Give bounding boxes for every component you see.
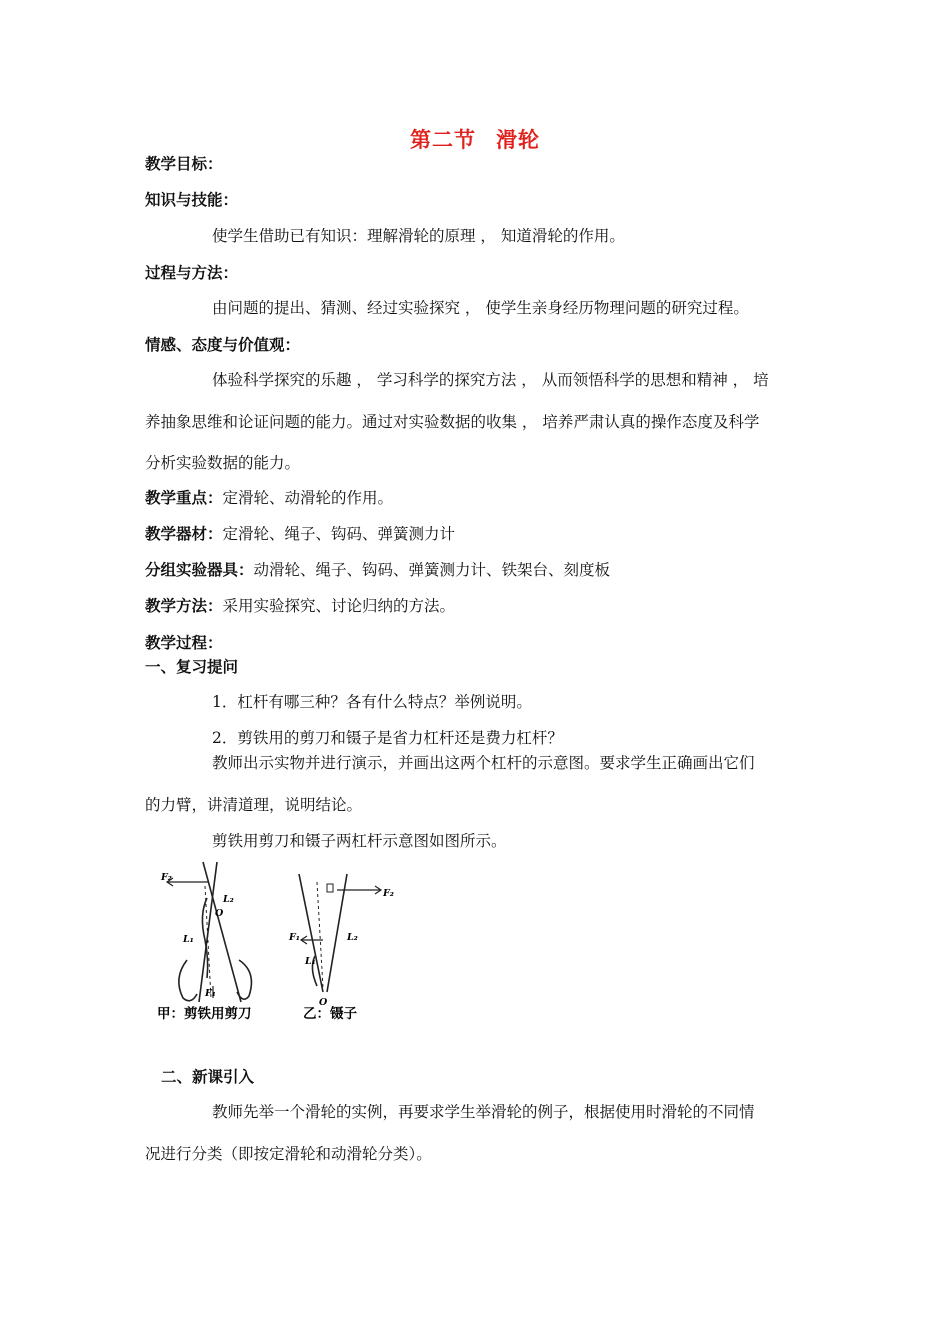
equipment-label: 教学器材： <box>145 525 223 543</box>
knowledge-heading: 知识与技能： <box>145 191 239 209</box>
figure-caption-scissors: 甲：剪铁用剪刀 <box>157 1006 252 1022</box>
section2-line-2: 况进行分类（即按定滑轮和动滑轮分类）。 <box>145 1145 432 1163</box>
tweezers-left-arm <box>299 874 323 992</box>
section1-q1: 1．杠杆有哪三种？各有什么特点？举例说明。 <box>212 693 532 711</box>
scissors-diagram <box>167 862 251 1002</box>
section2-line-1: 教师先举一个滑轮的实例，再要求学生举滑轮的例子，根据使用时滑轮的不同情 <box>212 1103 755 1121</box>
section2-heading: 二、新课引入 <box>161 1068 255 1086</box>
tweezers-label-f1: F₁ <box>289 932 300 943</box>
method <box>145 594 455 616</box>
knowledge-text: 使学生借助已有知识：理解滑轮的原理 ， 知道滑轮的作用。 <box>212 227 625 245</box>
equipment <box>145 522 455 544</box>
key-point <box>145 486 393 508</box>
group-equipment <box>145 558 610 580</box>
lever-diagram-figure <box>147 860 397 1030</box>
emotion-line-2: 养抽象思维和论证问题的能力。通过对实验数据的收集 ， 培养严肃认真的操作态度及科学 <box>145 413 760 431</box>
tweezers-label-o: O <box>319 997 328 1008</box>
group-equipment-text: 动滑轮、绳子、钩码、弹簧测力计、铁架台、刻度板 <box>253 561 611 579</box>
section1-demo-line-1: 教师出示实物并进行演示，并画出这两个杠杆的示意图。要求学生正确画出它们 <box>212 754 755 772</box>
tweezers-diagram <box>299 874 381 992</box>
tweezers-label-l1: L₁ <box>305 956 316 967</box>
equipment-text: 定滑轮、绳子、钩码、弹簧测力计 <box>222 525 456 543</box>
process-heading: 过程与方法： <box>145 264 239 282</box>
scissors-label-f2: F₂ <box>161 872 172 883</box>
objectives-heading: 教学目标： <box>145 155 223 173</box>
emotion-line-1: 体验科学探究的乐趣 ， 学习科学的探究方法 ， 从而领悟科学的思想和精神 ， 培 <box>212 371 769 389</box>
section1-heading: 一、复习提问 <box>145 658 239 676</box>
scissors-left-grip <box>179 960 197 1001</box>
key-point-label: 教学重点： <box>145 489 223 507</box>
title-part2: 滑轮 <box>496 127 540 152</box>
group-equipment-label: 分组实验器具： <box>145 561 254 579</box>
tweezers-label-f2: F₂ <box>383 888 394 899</box>
tweezers-arm-dashed <box>317 882 323 988</box>
method-text: 采用实验探究、讨论归纳的方法。 <box>222 597 456 615</box>
scissors-label-l1: L₁ <box>183 934 194 945</box>
scissors-label-f1: F₁ <box>205 988 216 999</box>
section1-figure-intro: 剪铁用剪刀和镊子两杠杆示意图如图所示。 <box>212 832 507 850</box>
scissors-label-o: O <box>215 908 224 919</box>
scissors-label-l2: L₂ <box>223 894 234 905</box>
method-label: 教学方法： <box>145 597 223 615</box>
section1-demo-line-2: 的力臂，讲清道理，说明结论。 <box>145 796 363 814</box>
process-text: 由问题的提出、猜测、经过实验探究 ， 使学生亲身经历物理问题的研究过程。 <box>212 299 749 317</box>
tweezers-label-l2: L₂ <box>347 932 358 943</box>
emotion-heading: 情感、态度与价值观： <box>145 336 301 354</box>
key-point-text: 定滑轮、动滑轮的作用。 <box>222 489 394 507</box>
tweezers-right-angle <box>327 884 333 892</box>
emotion-line-3: 分析实验数据的能力。 <box>145 454 301 472</box>
section1-q2: 2．剪铁用的剪刀和镊子是省力杠杆还是费力杠杆？ <box>212 729 563 747</box>
figure-caption-tweezers: 乙：镊子 <box>303 1006 357 1022</box>
page-title <box>0 124 950 154</box>
title-part1: 第二节 <box>410 127 476 152</box>
process-section-heading: 教学过程： <box>145 634 223 652</box>
